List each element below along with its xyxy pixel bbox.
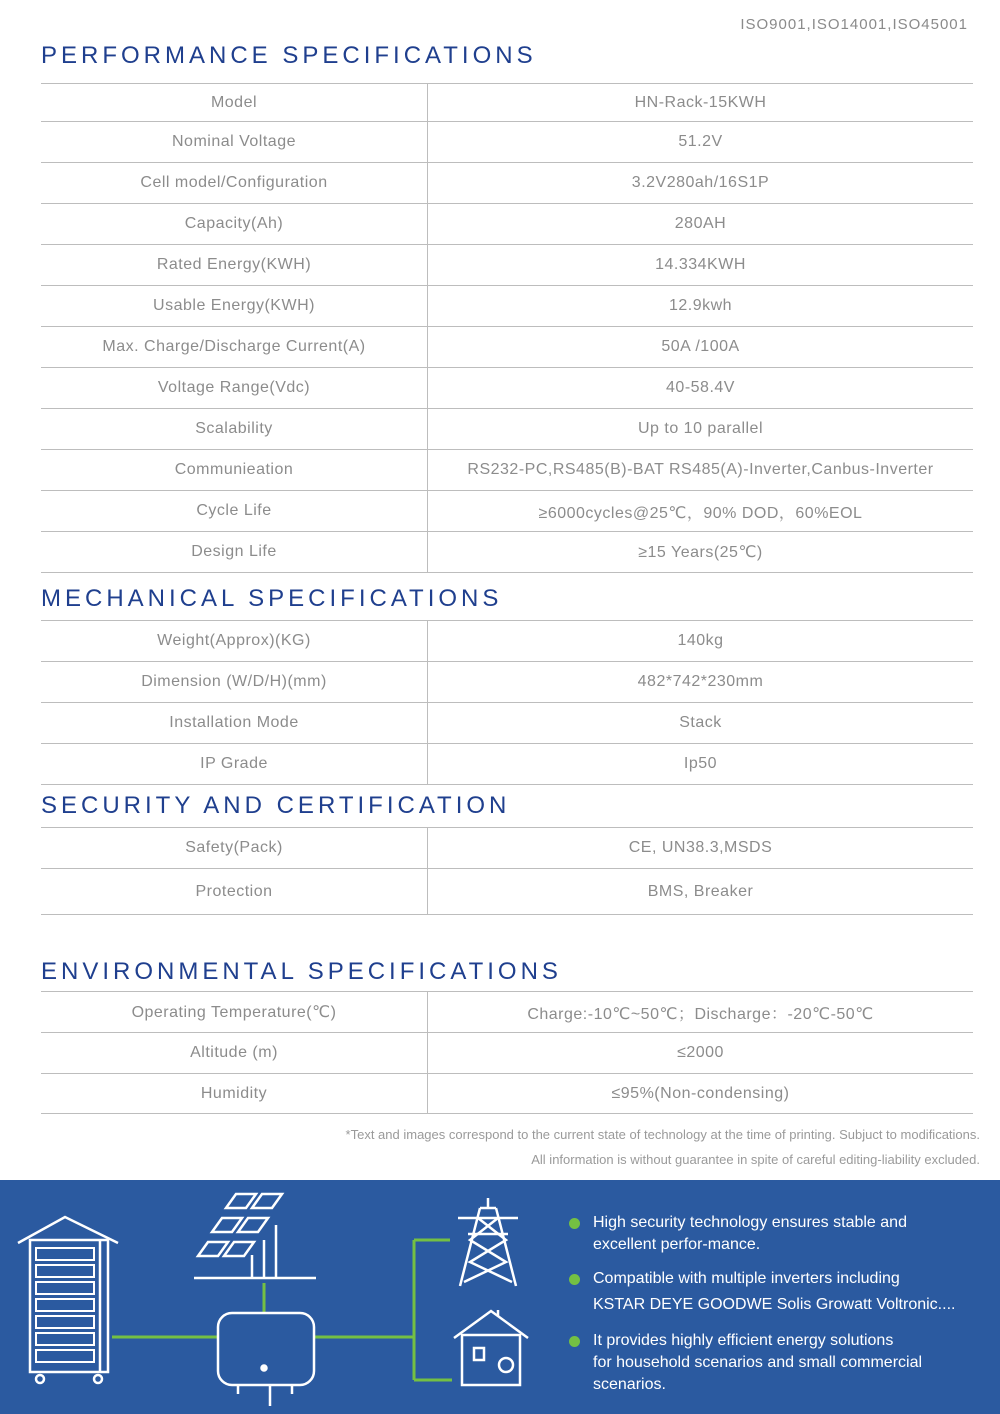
table-row [41,662,973,703]
table-row [41,245,973,286]
table-row [41,992,973,1033]
spec-value: Ip50 [428,744,974,785]
list-item [569,1330,989,1396]
performance-table [41,83,973,573]
table-row [41,703,973,744]
spec-label: Scalability [41,409,428,450]
feature-line: excellent perfor-mance. [593,1236,761,1253]
spec-label: Communieation [41,450,428,491]
table-row [41,163,973,204]
feature-line: It provides highly efficient energy solutions [593,1332,894,1349]
feature-line: Compatible with multiple inverters including [593,1270,900,1287]
spec-value: Charge:-10℃~50℃；Discharge：-20℃-50℃ [428,992,974,1033]
spec-value: ≥15 Years(25℃) [428,532,974,573]
list-item [569,1268,989,1316]
spec-value: ≥6000cycles@25℃，90% DOD，60%EOL [428,491,974,532]
spec-label: Max. Charge/Discharge Current(A) [41,327,428,368]
feature-line: High security technology ensures stable and [593,1214,907,1231]
spec-label: Altitude (m) [41,1033,428,1074]
footnote-liability: All information is without guarantee in spite of careful editing-liability excluded. [531,1152,980,1167]
performance-title: PERFORMANCE SPECIFICATIONS [41,42,537,69]
table-row [41,621,973,662]
feature-list [569,1212,989,1396]
table-row [41,450,973,491]
table-row [41,204,973,245]
spec-value: 280AH [428,204,974,245]
table-row [41,828,973,869]
list-item [569,1212,989,1256]
spec-value: 50A /100A [428,327,974,368]
battery-rack-icon [18,1217,118,1383]
table-row [41,84,973,122]
table-row [41,122,973,163]
table-row [41,368,973,409]
inverter-icon [218,1313,314,1406]
spec-label: Cell model/Configuration [41,163,428,204]
spec-label: Model [41,84,428,122]
table-row [41,286,973,327]
spec-value: 40-58.4V [428,368,974,409]
spec-label: Safety(Pack) [41,828,428,869]
mechanical-title: MECHANICAL SPECIFICATIONS [41,585,503,612]
spec-value: CE, UN38.3,MSDS [428,828,974,869]
table-row [41,1074,973,1114]
spec-label: Operating Temperature(℃) [41,992,428,1033]
spec-label: Capacity(Ah) [41,204,428,245]
table-row [41,869,973,915]
spec-label: Voltage Range(Vdc) [41,368,428,409]
environmental-title: ENVIRONMENTAL SPECIFICATIONS [41,958,562,985]
iso-certifications: ISO9001,ISO14001,ISO45001 [740,16,968,33]
spec-value: RS232-PC,RS485(B)-BAT RS485(A)-Inverter,Canbus-Inverter [428,450,974,491]
security-title: SECURITY AND CERTIFICATION [41,792,511,819]
feature-line: for household scenarios and small commercial [593,1354,923,1371]
mechanical-table [41,620,973,785]
spec-value: ≤2000 [428,1033,974,1074]
spec-label: Installation Mode [41,703,428,744]
feature-line: KSTAR DEYE GOODWE Solis Growatt Voltronic.... [593,1296,956,1313]
spec-label: Usable Energy(KWH) [41,286,428,327]
spec-value: HN-Rack-15KWH [428,84,974,122]
spec-label: Nominal Voltage [41,122,428,163]
table-row [41,409,973,450]
energy-system-diagram [0,1180,560,1414]
spec-value: 51.2V [428,122,974,163]
spec-value: Stack [428,703,974,744]
spec-value: 12.9kwh [428,286,974,327]
footnote-modifications: *Text and images correspond to the current state of technology at the time of printing. Subjuct to modifications. [345,1127,980,1142]
house-icon [454,1310,528,1385]
spec-value: BMS, Breaker [428,869,974,915]
environmental-table [41,991,973,1114]
spec-value: 14.334KWH [428,245,974,286]
spec-label: Humidity [41,1074,428,1114]
spec-label: Dimension (W/D/H)(mm) [41,662,428,703]
power-tower-icon [458,1198,518,1286]
spec-label: Weight(Approx)(KG) [41,621,428,662]
spec-value: 482*742*230mm [428,662,974,703]
table-row [41,327,973,368]
spec-label: IP Grade [41,744,428,785]
spec-value: 3.2V280ah/16S1P [428,163,974,204]
spec-label: Protection [41,869,428,915]
feature-line: scenarios. [593,1376,666,1393]
table-row [41,532,973,573]
spec-label: Rated Energy(KWH) [41,245,428,286]
spec-label: Cycle Life [41,491,428,532]
table-row [41,491,973,532]
table-row [41,744,973,785]
spec-value: 140kg [428,621,974,662]
solar-panel-icon [194,1194,316,1278]
spec-value: ≤95%(Non-condensing) [428,1074,974,1114]
spec-value: Up to 10 parallel [428,409,974,450]
table-row [41,1033,973,1074]
security-table [41,827,973,915]
spec-label: Design Life [41,532,428,573]
